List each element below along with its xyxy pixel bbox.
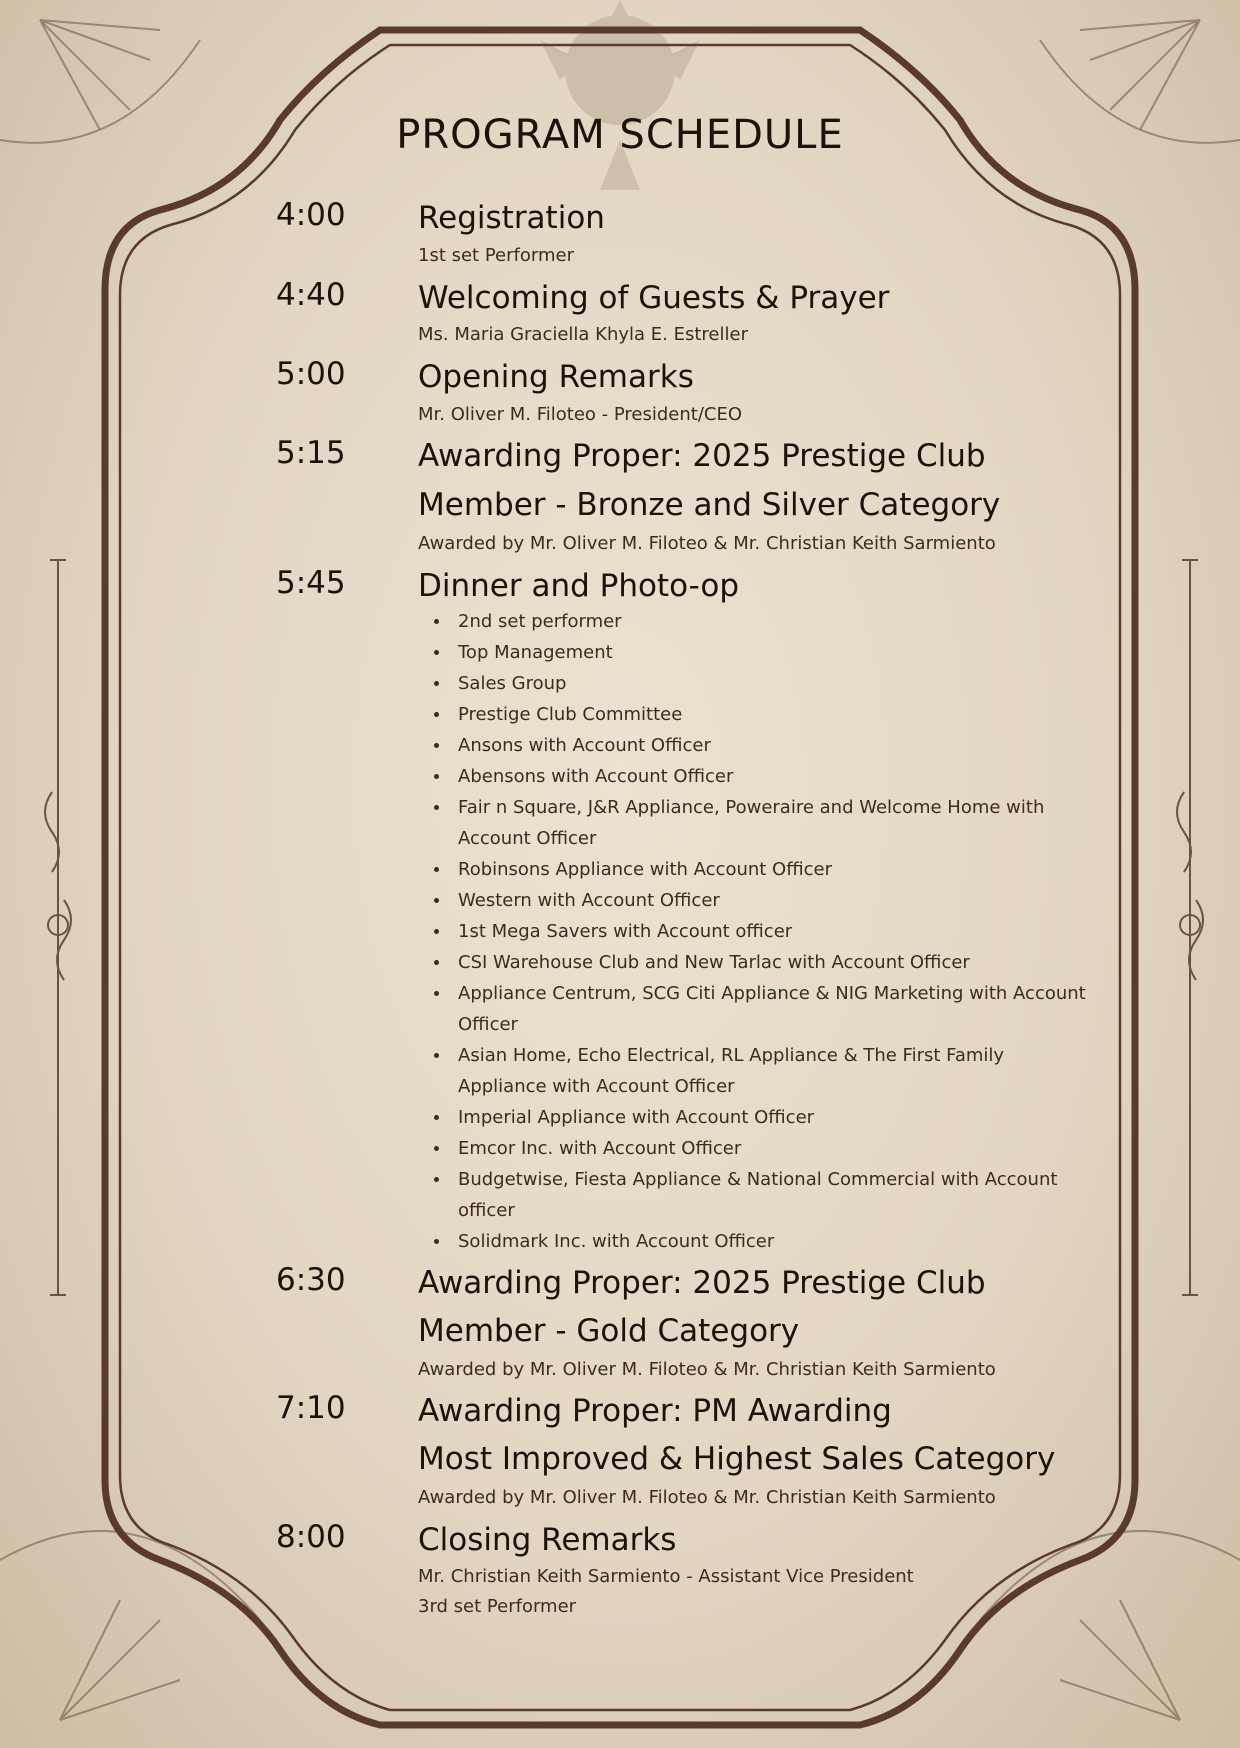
entry-time: 5:15 [276, 435, 346, 471]
list-item: Imperial Appliance with Account Officer [458, 1102, 1098, 1133]
entry-subtitle-performer: 3rd set Performer [418, 1596, 577, 1617]
list-item: Fair n Square, J&R Appliance, Poweraire and Welcome Home with Account Officer [458, 792, 1098, 854]
entry-headline-line1: Awarding Proper: PM Awarding [418, 1393, 892, 1429]
entry-time: 4:00 [276, 197, 346, 233]
list-item: Top Management [458, 637, 1098, 668]
photo-op-list [418, 606, 1098, 1257]
entry-headline: Closing Remarks [418, 1522, 677, 1558]
entry-headline-line2: Member - Bronze and Silver Category [418, 487, 1001, 523]
list-item: Solidmark Inc. with Account Officer [458, 1226, 1098, 1257]
entry-headline-line1: Awarding Proper: 2025 Prestige Club [418, 438, 986, 474]
list-item: Appliance Centrum, SCG Citi Appliance & NIG Marketing with Account Officer [458, 978, 1098, 1040]
entry-subtitle: Mr. Oliver M. Filoteo - President/CEO [418, 404, 742, 425]
list-item: 2nd set performer [458, 606, 1098, 637]
list-item: 1st Mega Savers with Account officer [458, 916, 1098, 947]
entry-headline: Welcoming of Guests & Prayer [418, 280, 890, 316]
entry-headline: Dinner and Photo-op [418, 568, 740, 604]
entry-subtitle: Awarded by Mr. Oliver M. Filoteo & Mr. Christian Keith Sarmiento [418, 1487, 996, 1508]
list-item: Budgetwise, Fiesta Appliance & National Commercial with Account officer [458, 1164, 1098, 1226]
entry-time: 8:00 [276, 1519, 346, 1555]
list-item: Ansons with Account Officer [458, 730, 1098, 761]
entry-headline-line2: Member - Gold Category [418, 1313, 800, 1349]
list-item: Abensons with Account Officer [458, 761, 1098, 792]
entry-headline: Opening Remarks [418, 359, 694, 395]
entry-headline-line2: Most Improved & Highest Sales Category [418, 1441, 1056, 1477]
side-ornament-right-icon [1177, 560, 1203, 1295]
page-title: PROGRAM SCHEDULE [396, 112, 844, 158]
list-item: Sales Group [458, 668, 1098, 699]
list-item: Robinsons Appliance with Account Officer [458, 854, 1098, 885]
entry-headline: Registration [418, 200, 605, 236]
entry-headline-line1: Awarding Proper: 2025 Prestige Club [418, 1265, 986, 1301]
list-item: CSI Warehouse Club and New Tarlac with Account Officer [458, 947, 1098, 978]
entry-time: 7:10 [276, 1390, 346, 1426]
list-item: Western with Account Officer [458, 885, 1098, 916]
entry-time: 6:30 [276, 1262, 346, 1298]
entry-subtitle: Ms. Maria Graciella Khyla E. Estreller [418, 324, 748, 345]
entry-subtitle: Mr. Christian Keith Sarmiento - Assistant Vice President [418, 1566, 914, 1587]
list-item: Asian Home, Echo Electrical, RL Appliance & The First Family Appliance with Account Officer [458, 1040, 1098, 1102]
entry-subtitle: 1st set Performer [418, 245, 574, 266]
entry-subtitle: Awarded by Mr. Oliver M. Filoteo & Mr. Christian Keith Sarmiento [418, 533, 996, 554]
entry-subtitle: Awarded by Mr. Oliver M. Filoteo & Mr. Christian Keith Sarmiento [418, 1359, 996, 1380]
entry-time: 5:00 [276, 356, 346, 392]
list-item: Emcor Inc. with Account Officer [458, 1133, 1098, 1164]
entry-time: 5:45 [276, 565, 346, 601]
entry-time: 4:40 [276, 277, 346, 313]
side-ornament-left-icon [45, 560, 71, 1295]
list-item: Prestige Club Committee [458, 699, 1098, 730]
